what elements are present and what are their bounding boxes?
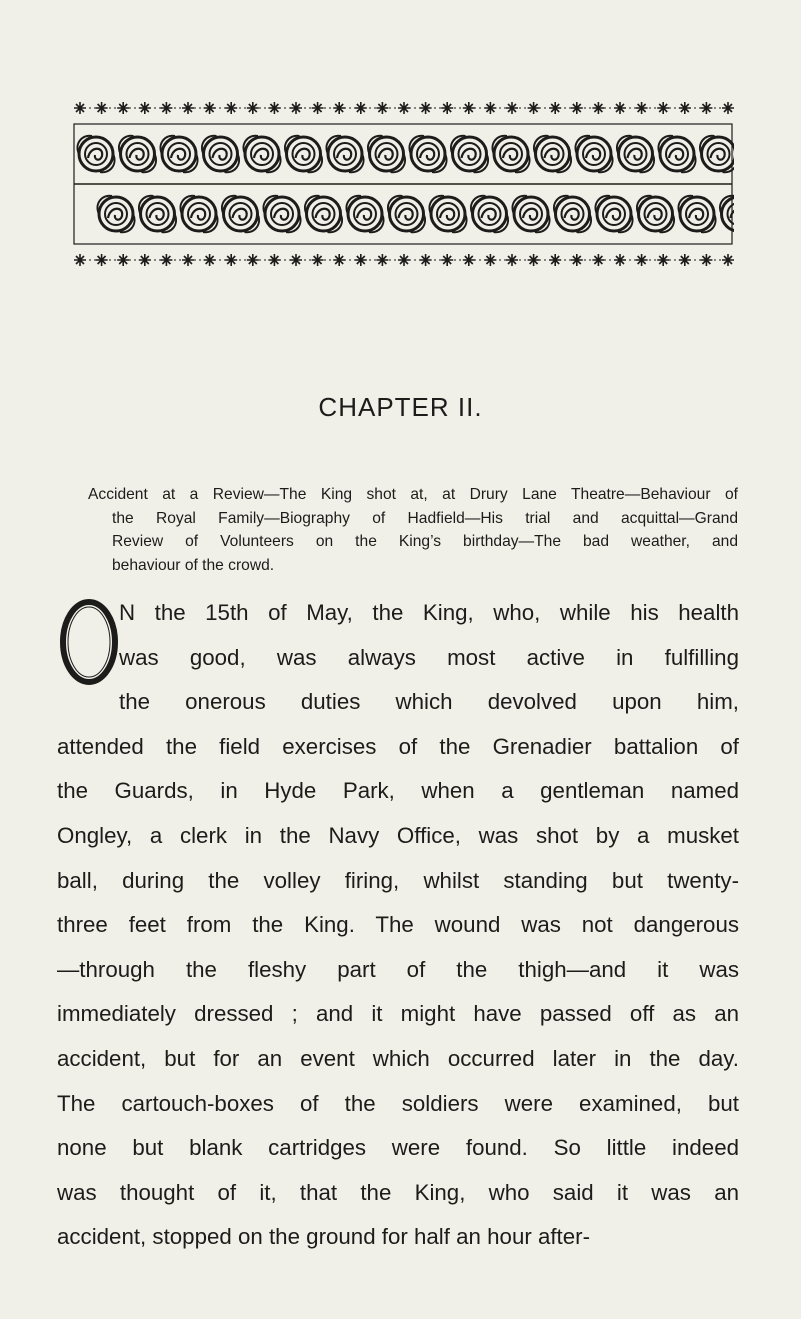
body-line: accident, but for an event which occurred later in the day. — [57, 1045, 739, 1071]
body-line: none but blank cartridges were found. So little indeed — [57, 1135, 739, 1161]
chapter-synopsis — [88, 483, 738, 577]
body-line: N the 15th of May, the King, who, while his health — [119, 600, 739, 625]
body-line: accident, stopped on the ground for half an hour after- — [57, 1224, 591, 1250]
drop-cap-letter: O — [57, 597, 58, 598]
body-line: The cartouch-boxes of the soldiers were examined, but — [57, 1090, 739, 1116]
body-line: ball, during the volley firing, whilst standing but twenty- — [57, 867, 739, 893]
synopsis-line: behaviour of the crowd. — [112, 556, 275, 574]
body-line: the Guards, in Hyde Park, when a gentleman named — [57, 778, 739, 804]
body-line: was thought of it, that the King, who said it was an — [57, 1179, 739, 1205]
body-line: —through the fleshy part of the thigh—and it was — [57, 956, 739, 982]
body-line: Ongley, a clerk in the Navy Office, was shot by a musket — [57, 822, 739, 848]
body-line: attended the field exercises of the Grenadier battalion of — [57, 733, 739, 759]
synopsis-line: Accident at a Review—The King shot at, at Drury Lane Theatre—Behaviour of — [88, 486, 738, 503]
synopsis-line: the Royal Family—Biography of Hadfield—His trial and acquittal—Grand — [112, 509, 738, 527]
body-line: the onerous duties which devolved upon him, — [119, 689, 739, 715]
body-paragraph — [57, 591, 739, 1260]
ornamental-header-band-icon — [72, 94, 734, 274]
body-line: immediately dressed ; and it might have passed off as an — [57, 1001, 739, 1027]
body-line: was good, was always most active in fulfilling — [119, 644, 739, 670]
chapter-title: CHAPTER II. — [318, 392, 483, 422]
body-line: three feet from the King. The wound was not dangerous — [57, 912, 739, 938]
synopsis-line: Review of Volunteers on the King’s birthday—The bad weather, and — [112, 533, 738, 550]
